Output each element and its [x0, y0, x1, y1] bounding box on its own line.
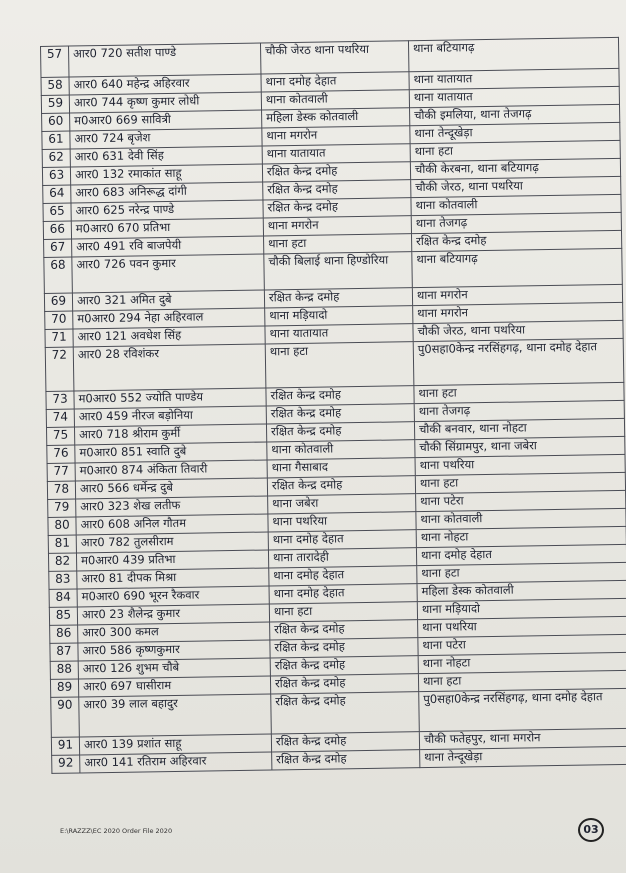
posted-from-cell: थाना दमोह देहात — [268, 530, 416, 550]
posted-to-cell: महिला डेस्क कोतवाली — [417, 580, 626, 601]
posted-to-cell: थाना हटा — [414, 382, 624, 403]
posted-from-cell: थाना यातायात — [265, 324, 413, 344]
transfer-table — [40, 37, 626, 774]
serial-number-cell: 71 — [45, 329, 73, 347]
posted-from-cell: थाना मड़ियादो — [265, 306, 413, 326]
posted-from-cell: रक्षित केन्द्र दमोह — [270, 638, 418, 658]
posted-to-cell: चौकी सिंग्रामपुर, थाना जबेरा — [415, 436, 625, 457]
employee-name-cell: आर0 683 अनिरूद्ध दांगी — [71, 182, 263, 203]
posted-to-cell: थाना नोहटा — [418, 652, 626, 673]
posted-from-cell: थाना पथरिया — [268, 512, 416, 532]
posted-to-cell: थाना तेजगढ़ — [414, 400, 624, 421]
posted-from-cell: थाना मगरोन — [263, 216, 411, 236]
employee-name-cell: आर0 491 रवि बाजपेयी — [72, 236, 264, 257]
serial-number-cell: 73 — [46, 391, 74, 409]
employee-name-cell: म0आर0 874 अंकिता तिवारी — [75, 460, 267, 481]
employee-name-cell: म0आर0 552 ज्योति पाण्डेय — [74, 388, 266, 409]
posted-to-cell: थाना नोहटा — [416, 526, 626, 547]
serial-number-cell: 80 — [48, 517, 76, 535]
posted-to-cell: पु0सहा0केन्द्र नरसिंहगढ़, थाना दमोह देहात — [419, 688, 626, 731]
employee-name-cell: आर0 625 नरेन्द्र पाण्डे — [71, 200, 263, 221]
posted-to-cell: थाना पथरिया — [415, 454, 625, 475]
posted-from-cell: रक्षित केन्द्र दमोह — [266, 422, 414, 442]
employee-name-cell: आर0 459 नीरज बड़ोनिया — [74, 406, 266, 427]
employee-name-cell: म0आर0 669 सावित्री — [70, 110, 262, 131]
posted-to-cell: चौकी बनवार, थाना नोहटा — [414, 418, 624, 439]
posted-to-cell: थाना बटियागढ़ — [412, 248, 623, 287]
employee-name-cell: आर0 300 कमल — [78, 622, 270, 643]
employee-name-cell: आर0 121 अवधेश सिंह — [73, 326, 265, 347]
serial-number-cell: 57 — [41, 46, 69, 77]
posted-from-cell: थाना तारादेही — [268, 548, 416, 568]
posted-from-cell: थाना कोतवाली — [267, 440, 415, 460]
serial-number-cell: 77 — [47, 463, 75, 481]
posted-from-cell: रक्षित केन्द्र दमोह — [270, 620, 418, 640]
posted-from-cell: थाना गैसाबाद — [267, 458, 415, 478]
serial-number-cell: 60 — [42, 113, 70, 131]
posted-to-cell: चौकी जेरठ, थाना पथरिया — [413, 320, 623, 341]
posted-from-cell: थाना दमोह देहात — [269, 584, 417, 604]
posted-to-cell: चौकी फतेहपुर, थाना मगरोन — [419, 728, 626, 749]
serial-number-cell: 82 — [48, 553, 76, 571]
posted-to-cell: थाना पटेरा — [416, 490, 626, 511]
employee-name-cell: आर0 39 लाल बहादुर — [79, 694, 272, 737]
employee-name-cell: म0आर0 690 भूरन रैकवार — [77, 586, 269, 607]
serial-number-cell: 81 — [48, 535, 76, 553]
posted-to-cell: थाना हटा — [415, 472, 625, 493]
serial-number-cell: 87 — [50, 643, 78, 661]
posted-from-cell: रक्षित केन्द्र दमोह — [263, 198, 411, 218]
employee-name-cell: आर0 323 शेख लतीफ — [76, 496, 268, 517]
posted-from-cell: रक्षित केन्द्र दमोह — [270, 674, 418, 694]
posted-to-cell: थाना हटा — [417, 562, 626, 583]
posted-from-cell: थाना दमोह देहात — [269, 566, 417, 586]
posted-from-cell: थाना जबेरा — [268, 494, 416, 514]
employee-name-cell: आर0 23 शैलेन्द्र कुमार — [77, 604, 269, 625]
employee-name-cell: म0आर0 294 नेहा अहिरवाल — [73, 308, 265, 329]
serial-number-cell: 63 — [42, 167, 70, 185]
serial-number-cell: 65 — [43, 203, 71, 221]
employee-name-cell: आर0 139 प्रशांत साहू — [79, 734, 271, 755]
posted-to-cell: थाना तेन्दूखेड़ा — [410, 122, 620, 143]
posted-from-cell: चौकी जेरठ थाना पथरिया — [260, 41, 408, 74]
serial-number-cell: 76 — [47, 445, 75, 463]
posted-from-cell: रक्षित केन्द्र दमोह — [271, 732, 419, 752]
serial-number-cell: 88 — [50, 661, 78, 679]
serial-number-cell: 78 — [47, 481, 75, 499]
employee-name-cell: आर0 28 रविशंकर — [73, 344, 266, 391]
posted-from-cell: रक्षित केन्द्र दमोह — [270, 656, 418, 676]
serial-number-cell: 83 — [49, 571, 77, 589]
serial-number-cell: 59 — [41, 95, 69, 113]
employee-name-cell: आर0 586 कृष्णकुमार — [78, 640, 270, 661]
posted-from-cell: रक्षित केन्द्र दमोह — [271, 692, 420, 734]
posted-from-cell: थाना कोतवाली — [261, 90, 409, 110]
employee-name-cell: आर0 744 कृष्ण कुमार लोधी — [69, 92, 261, 113]
serial-number-cell: 67 — [44, 239, 72, 257]
posted-to-cell: थाना पटेरा — [418, 634, 626, 655]
serial-number-cell: 69 — [44, 293, 72, 311]
posted-to-cell: थाना पथरिया — [418, 616, 626, 637]
serial-number-cell: 92 — [52, 755, 80, 773]
employee-name-cell: आर0 697 घासीराम — [78, 676, 270, 697]
posted-to-cell: थाना यातायात — [409, 86, 619, 107]
serial-number-cell: 85 — [49, 607, 77, 625]
posted-to-cell: थाना कोतवाली — [416, 508, 626, 529]
page-number: 03 — [578, 818, 604, 842]
employee-name-cell: आर0 631 देवी सिंह — [70, 146, 262, 167]
employee-name-cell: आर0 566 धर्मेन्द्र दुबे — [75, 478, 267, 499]
serial-number-cell: 72 — [45, 347, 74, 391]
posted-to-cell: थाना दमोह देहात — [416, 544, 626, 565]
employee-name-cell: आर0 126 शुभम चौबे — [78, 658, 270, 679]
posted-to-cell: चौकी केरबना, थाना बटियागढ़ — [410, 158, 620, 179]
employee-name-cell: आर0 608 अनिल गौतम — [76, 514, 268, 535]
posted-from-cell: थाना मगरोन — [262, 126, 410, 146]
serial-number-cell: 75 — [46, 427, 74, 445]
posted-to-cell: पु0सहा0केन्द्र नरसिंहगढ़, थाना दमोह देहात — [413, 338, 624, 385]
posted-to-cell: थाना तेजगढ़ — [411, 212, 621, 233]
posted-to-cell: थाना तेन्दूखेड़ा — [420, 746, 626, 767]
serial-number-cell: 91 — [51, 737, 79, 755]
posted-to-cell: थाना हटा — [410, 140, 620, 161]
employee-name-cell: आर0 718 श्रीराम कुर्मी — [74, 424, 266, 445]
posted-from-cell: रक्षित केन्द्र दमोह — [262, 162, 410, 182]
posted-from-cell: रक्षित केन्द्र दमोह — [272, 750, 420, 770]
posted-from-cell: थाना यातायात — [262, 144, 410, 164]
serial-number-cell: 58 — [41, 77, 69, 95]
transfer-table-body — [41, 37, 626, 773]
serial-number-cell: 70 — [45, 311, 73, 329]
serial-number-cell: 79 — [48, 499, 76, 517]
serial-number-cell: 90 — [51, 697, 80, 737]
posted-from-cell: चौकी बिलाई थाना हिण्डोरिया — [264, 252, 413, 290]
posted-to-cell: थाना कोतवाली — [411, 194, 621, 215]
serial-number-cell: 62 — [42, 149, 70, 167]
serial-number-cell: 64 — [43, 185, 71, 203]
posted-from-cell: थाना दमोह देहात — [261, 72, 409, 92]
employee-name-cell: म0आर0 851 स्वाति दुबे — [75, 442, 267, 463]
employee-name-cell: आर0 141 रतिराम अहिरवार — [80, 752, 272, 773]
posted-to-cell: चौकी इमलिया, थाना तेजगढ़ — [410, 104, 620, 125]
posted-to-cell: रक्षित केन्द्र दमोह — [411, 230, 621, 251]
posted-from-cell: थाना हटा — [264, 234, 412, 254]
posted-from-cell: रक्षित केन्द्र दमोह — [266, 386, 414, 406]
posted-from-cell: रक्षित केन्द्र दमोह — [263, 180, 411, 200]
posted-to-cell: थाना हटा — [418, 670, 626, 691]
posted-from-cell: थाना हटा — [269, 602, 417, 622]
serial-number-cell: 86 — [50, 625, 78, 643]
posted-from-cell: रक्षित केन्द्र दमोह — [266, 404, 414, 424]
employee-name-cell: आर0 720 सतीश पाण्डे — [69, 43, 261, 77]
employee-name-cell: आर0 724 बृजेश — [70, 128, 262, 149]
employee-name-cell: आर0 132 रमाकांत साहू — [70, 164, 262, 185]
serial-number-cell: 66 — [43, 221, 71, 239]
employee-name-cell: आर0 81 दीपक मिश्रा — [77, 568, 269, 589]
serial-number-cell: 74 — [46, 409, 74, 427]
employee-name-cell: म0आर0 439 प्रतिभा — [76, 550, 268, 571]
posted-from-cell: रक्षित केन्द्र दमोह — [267, 476, 415, 496]
employee-name-cell: आर0 640 महेन्द्र अहिरवार — [69, 74, 261, 95]
posted-to-cell: थाना मड़ियादो — [417, 598, 626, 619]
posted-to-cell: चौकी जेरठ, थाना पथरिया — [411, 176, 621, 197]
posted-to-cell: थाना मगरोन — [413, 302, 623, 323]
posted-to-cell: थाना यातायात — [409, 68, 619, 89]
employee-name-cell: आर0 726 पवन कुमार — [72, 254, 265, 293]
file-path-footer: E:\RAZZZ\EC 2020 Order File 2020 — [60, 827, 173, 835]
posted-to-cell: थाना बटियागढ़ — [408, 37, 618, 71]
posted-from-cell: रक्षित केन्द्र दमोह — [264, 288, 412, 308]
serial-number-cell: 61 — [42, 131, 70, 149]
serial-number-cell: 89 — [50, 679, 78, 697]
posted-from-cell: थाना हटा — [265, 342, 414, 388]
posted-to-cell: थाना मगरोन — [412, 284, 622, 305]
posted-from-cell: महिला डेस्क कोतवाली — [262, 108, 410, 128]
serial-number-cell: 68 — [44, 257, 73, 293]
employee-name-cell: म0आर0 670 प्रतिभा — [71, 218, 263, 239]
employee-name-cell: आर0 782 तुलसीराम — [76, 532, 268, 553]
employee-name-cell: आर0 321 अमित दुबे — [72, 290, 264, 311]
serial-number-cell: 84 — [49, 589, 77, 607]
